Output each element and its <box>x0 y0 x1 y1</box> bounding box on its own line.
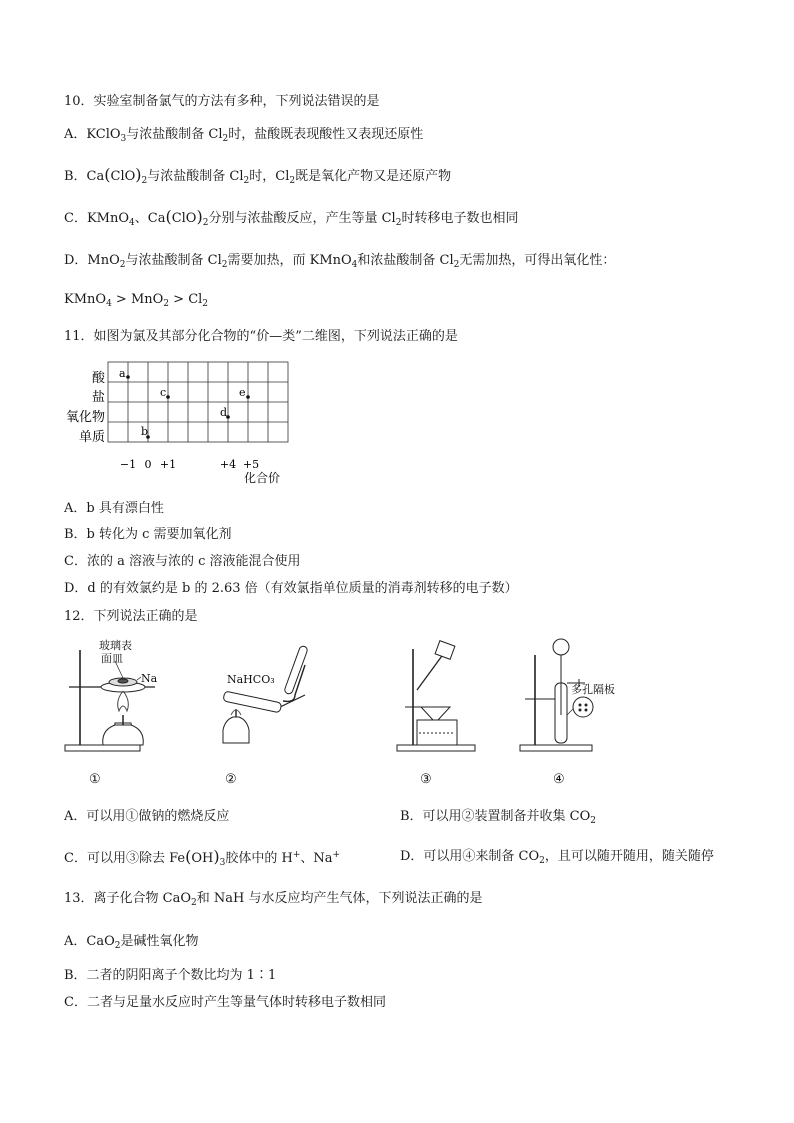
q11-option-a: A．b 具有漂白性 <box>64 501 164 516</box>
point-a-dot <box>126 375 130 379</box>
q12-option-c: C．可以用③除去 $Fe(OH)_3$胶体中的 H+、Na+ <box>64 847 341 868</box>
apparatus-1-icon <box>65 650 155 751</box>
y-label-salt: 盐 <box>91 390 105 405</box>
point-c-dot <box>166 395 170 399</box>
q10-option-c: C．KMnO$_4$、$Ca(ClO)_2$分别与浓盐酸反应，产生等量 $Cl_2$时转移电子数也相同 <box>64 207 519 228</box>
q10-stem: 10．实验室制备氯气的方法有多种，下列说法错误的是 <box>64 94 380 109</box>
q10-option-d-inequality: KMnO$_4$ > $MnO_2 > Cl_2$ <box>64 292 209 309</box>
q10-option-b: B．$Ca(ClO)_2$与浓盐酸制备 $Cl_2$时，$Cl_2$既是氧化产物又是还原产物 <box>64 165 452 186</box>
x-tick-pos5: +5 <box>242 458 260 471</box>
q10-option-a: A．KClO$_3$与浓盐酸制备 $Cl_2$时，盐酸既表现酸性又表现还原性 <box>64 127 424 144</box>
label-na: Na <box>141 672 158 685</box>
apparatus-2-icon <box>223 645 308 743</box>
q12-option-a: A．可以用①做钠的燃烧反应 <box>64 809 230 824</box>
x-tick-neg1: −1 <box>119 458 137 471</box>
point-b-label: b <box>141 425 149 438</box>
point-c-label: c <box>160 386 167 399</box>
q13-option-b: B．二者的阴阳离子个数比均为 1∶1 <box>64 968 277 983</box>
point-e-dot <box>246 395 250 399</box>
x-tick-pos4: +4 <box>219 458 237 471</box>
q13-option-a: A．CaO$_2$是碱性氧化物 <box>64 934 199 951</box>
figure-number-4: ④ <box>553 772 565 787</box>
apparatus-figure <box>55 635 655 795</box>
label-porous-plate: 多孔隔板 <box>571 683 615 696</box>
q13-option-c: C．二者与足量水反应时产生等量气体时转移电子数相同 <box>64 995 386 1010</box>
figure-number-1: ① <box>89 772 101 787</box>
q11-stem: 11．如图为氯及其部分化合物的“价—类”二维图，下列说法正确的是 <box>64 329 458 344</box>
x-axis-title: 化合价 <box>243 471 281 485</box>
y-label-oxide: 氧化物 <box>65 410 105 425</box>
q13-stem: 13．离子化合物 CaO$_2$和 NaH 与水反应均产生气体，下列说法正确的是 <box>64 891 483 908</box>
point-d-label: d <box>220 406 228 419</box>
figure-number-3: ③ <box>420 772 432 787</box>
q12-option-b: B．可以用②装置制备并收集 $CO_2$ <box>400 809 597 826</box>
y-label-element: 单质 <box>78 430 105 445</box>
figure-number-2: ② <box>225 772 237 787</box>
q12-stem: 12．下列说法正确的是 <box>64 609 198 624</box>
y-label-acid: 酸 <box>91 371 105 386</box>
diagram-grid <box>108 362 288 442</box>
q10-option-d: D．MnO$_2$与浓盐酸制备 $Cl_2$需要加热，而 KMnO$_4$和浓盐酸制备 $Cl_2$无需加热，可得出氧化性： <box>64 253 616 270</box>
q11-option-c: C．浓的 a 溶液与浓的 c 溶液能混合使用 <box>64 554 301 569</box>
q11-option-b: B．b 转化为 c 需要加氧化剂 <box>64 527 232 542</box>
x-tick-pos1: +1 <box>159 458 177 471</box>
q12-option-d: D．可以用④来制备 $CO_2$，且可以随开随用，随关随停 <box>400 849 714 866</box>
point-e-label: e <box>239 386 246 399</box>
q11-option-d: D．d 的有效氯约是 b 的 2.63 倍（有效氯指单位质量的消毒剂转移的电子数） <box>64 581 518 596</box>
x-tick-0: 0 <box>144 458 152 471</box>
label-watch-glass-2: 面皿 <box>101 652 123 665</box>
apparatus-3-icon <box>397 641 475 751</box>
point-a-label: a <box>119 367 126 380</box>
valence-class-diagram <box>55 358 295 488</box>
label-watch-glass-1: 玻璃表 <box>99 639 132 652</box>
label-nahco3: NaHCO₃ <box>227 673 275 686</box>
